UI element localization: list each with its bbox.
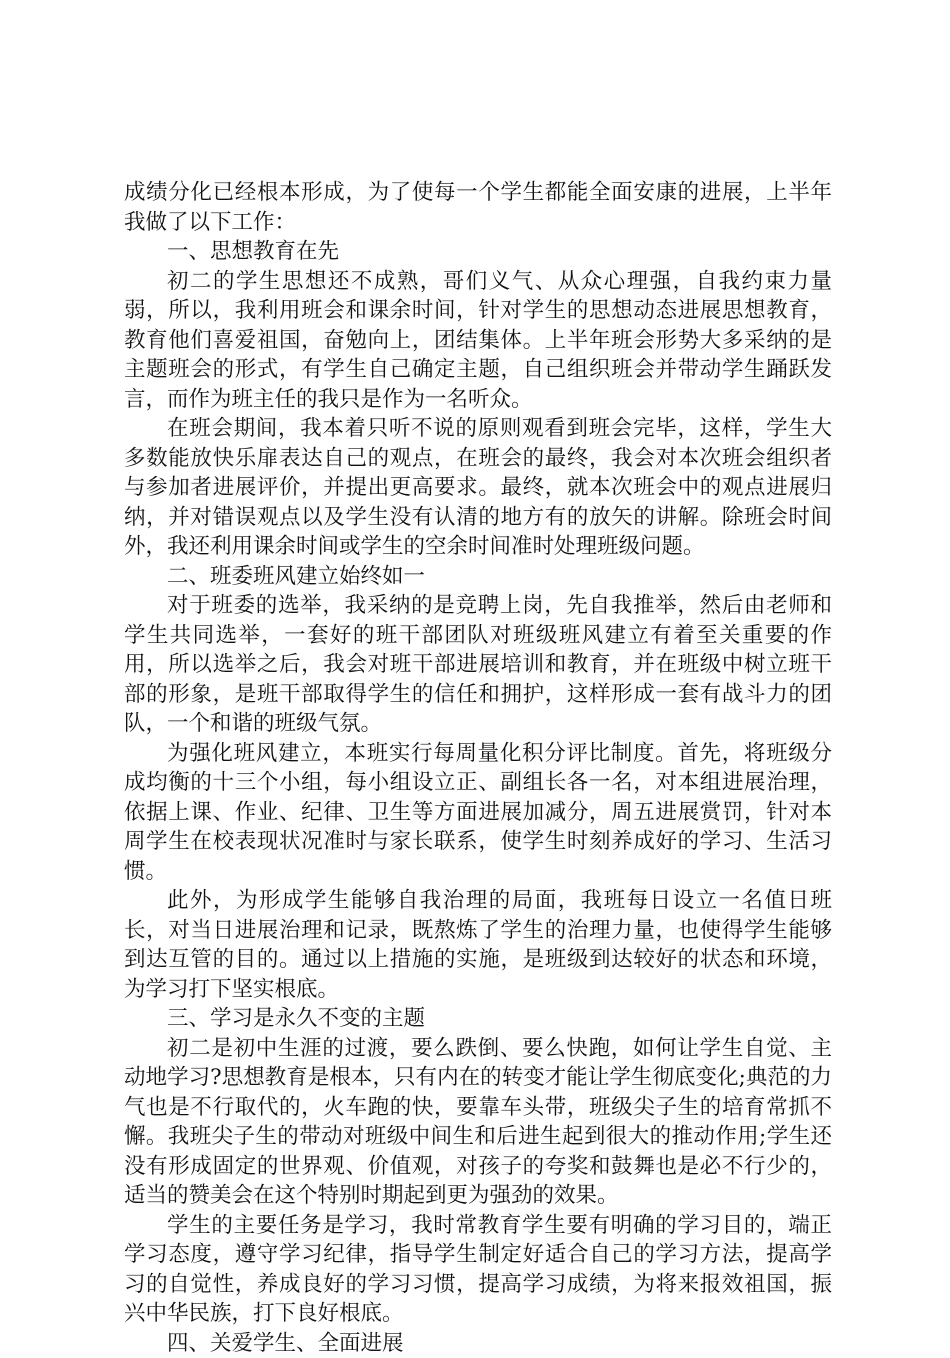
paragraph: 此外，为形成学生能够自我治理的局面，我班每日设立一名值日班长，对当日进展治理和记录，既熬炼了学生的治理力量，也使得学生能够到达互管的目的。通过以上措施的实施，是班级到达较好的状态和环境，为学习打下坚实根底。 xyxy=(124,886,832,1004)
section-heading-2: 二、班委班风建立始终如一 xyxy=(124,562,832,592)
paragraph: 学生的主要任务是学习，我时常教育学生要有明确的学习目的，端正学习态度，遵守学习纪律，指导学生制定好适合自己的学习方法，提高学习的自觉性，养成良好的学习习惯，提高学习成绩，为将来报效祖国，振兴中华民族，打下良好根底。 xyxy=(124,1211,832,1329)
paragraph-continuation: 成绩分化已经根本形成，为了使每一个学生都能全面安康的进展，上半年我做了以下工作： xyxy=(124,178,832,237)
section-heading-4: 四、关爱学生、全面进展 xyxy=(124,1329,832,1358)
paragraph: 对于班委的选举，我采纳的是竞聘上岗，先自我推举，然后由老师和学生共同选举，一套好的班干部团队对班级班风建立有着至关重要的作用，所以选举之后，我会对班干部进展培训和教育，并在班级中树立班干部的形象，是班干部取得学生的信任和拥护，这样形成一套有战斗力的团队，一个和谐的班级气氛。 xyxy=(124,591,832,739)
paragraph: 在班会期间，我本着只听不说的原则观看到班会完毕，这样，学生大多数能放快乐扉表达自己的观点，在班会的最终，我会对本次班会组织者与参加者进展评价，并提出更高要求。最终，就本次班会中的观点进展归纳，并对错误观点以及学生没有认清的地方有的放矢的讲解。除班会时间外，我还利用课余时间或学生的空余时间准时处理班级问题。 xyxy=(124,414,832,562)
paragraph: 初二是初中生涯的过渡，要么跌倒、要么快跑，如何让学生自觉、主动地学习?思想教育是根本，只有内在的转变才能让学生彻底变化;典范的力气也是不行取代的，火车跑的快，要靠车头带，班级尖子生的培育常抓不懈。我班尖子生的带动对班级中间生和后进生起到很大的推动作用;学生还没有形成固定的世界观、价值观，对孩子的夸奖和鼓舞也是必不行少的，适当的赞美会在这个特别时期起到更为强劲的效果。 xyxy=(124,1034,832,1211)
document-body xyxy=(124,178,832,1358)
section-heading-1: 一、思想教育在先 xyxy=(124,237,832,267)
section-heading-3: 三、学习是永久不变的主题 xyxy=(124,1004,832,1034)
paragraph: 为强化班风建立，本班实行每周量化积分评比制度。首先，将班级分成均衡的十三个小组，每小组设立正、副组长各一名，对本组进展治理，依据上课、作业、纪律、卫生等方面进展加减分，周五进展赏罚，针对本周学生在校表现状况准时与家长联系，使学生时刻养成好的学习、生活习惯。 xyxy=(124,739,832,887)
paragraph: 初二的学生思想还不成熟，哥们义气、从众心理强，自我约束力量弱，所以，我利用班会和课余时间，针对学生的思想动态进展思想教育，教育他们喜爱祖国，奋勉向上，团结集体。上半年班会形势大多采纳的是主题班会的形式，有学生自己确定主题，自己组织班会并带动学生踊跃发言，而作为班主任的我只是作为一名听众。 xyxy=(124,267,832,415)
